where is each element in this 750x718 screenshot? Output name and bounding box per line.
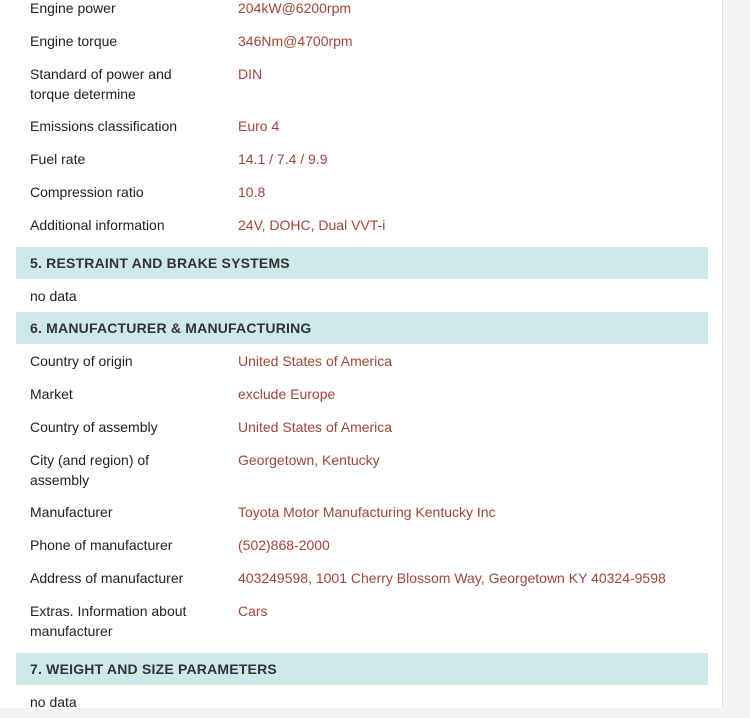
spec-row-additional-info xyxy=(16,216,708,247)
spec-row-fuel-rate xyxy=(16,150,708,183)
spec-value: Cars xyxy=(238,603,268,619)
spec-value: United States of America xyxy=(238,353,393,369)
spec-label: Extras. Information about manufacturer xyxy=(30,603,187,639)
spec-value: 403249598, 1001 Cherry Blossom Way, Georgetown KY 40324-9598 xyxy=(238,570,666,586)
spec-label: Standard of power and torque determine xyxy=(30,66,172,102)
spec-label: Emissions classification xyxy=(30,118,178,134)
spec-row-compression xyxy=(16,183,708,216)
spec-content xyxy=(16,0,708,718)
no-data-text: no data xyxy=(30,288,77,304)
spec-row-city-assembly xyxy=(16,451,708,503)
spec-label: Fuel rate xyxy=(30,151,86,167)
spec-label: Manufacturer xyxy=(30,504,113,520)
spec-value: Toyota Motor Manufacturing Kentucky Inc xyxy=(238,504,496,520)
spec-row-phone xyxy=(16,536,708,569)
spec-row-extras-info xyxy=(16,602,708,653)
spec-row-market xyxy=(16,385,708,418)
spec-row-engine-power xyxy=(16,0,708,32)
spec-row-country-assembly xyxy=(16,418,708,451)
spec-label: Address of manufacturer xyxy=(30,570,184,586)
spec-row-engine-torque xyxy=(16,32,708,65)
spec-label: Country of assembly xyxy=(30,419,158,435)
spec-value: 204kW@6200rpm xyxy=(238,0,352,16)
section-header-weight-size: 7. WEIGHT AND SIZE PARAMETERS xyxy=(16,653,708,685)
spec-value: 10.8 xyxy=(238,184,266,200)
spec-value: Euro 4 xyxy=(238,118,280,134)
spec-value: 346Nm@4700rpm xyxy=(238,33,353,49)
spec-value: 24V, DOHC, Dual VVT-i xyxy=(238,217,386,233)
spec-value: DIN xyxy=(238,66,263,82)
spec-label: Engine torque xyxy=(30,33,118,49)
spec-value: United States of America xyxy=(238,419,393,435)
spec-value: (502)868-2000 xyxy=(238,537,330,553)
spec-row-manufacturer xyxy=(16,503,708,536)
spec-label: Engine power xyxy=(30,0,116,16)
spec-value: 14.1 / 7.4 / 9.9 xyxy=(238,151,328,167)
spec-label: Phone of manufacturer xyxy=(30,537,173,553)
spec-value: Georgetown, Kentucky xyxy=(238,452,380,468)
spec-row-address xyxy=(16,569,708,602)
spec-label: City (and region) of assembly xyxy=(30,452,150,488)
section-header-manufacturer: 6. MANUFACTURER & MANUFACTURING xyxy=(16,312,708,344)
spec-label: Additional information xyxy=(30,217,165,233)
spec-value: exclude Europe xyxy=(238,386,336,402)
spec-row-country-origin xyxy=(16,352,708,385)
spec-label: Market xyxy=(30,386,73,402)
spec-row-emissions xyxy=(16,117,708,150)
spec-label: Country of origin xyxy=(30,353,133,369)
section-header-restraint-brake: 5. RESTRAINT AND BRAKE SYSTEMS xyxy=(16,247,708,279)
spec-row-power-standard xyxy=(16,65,708,117)
spec-label: Compression ratio xyxy=(30,184,144,200)
no-data-text: no data xyxy=(30,694,77,710)
